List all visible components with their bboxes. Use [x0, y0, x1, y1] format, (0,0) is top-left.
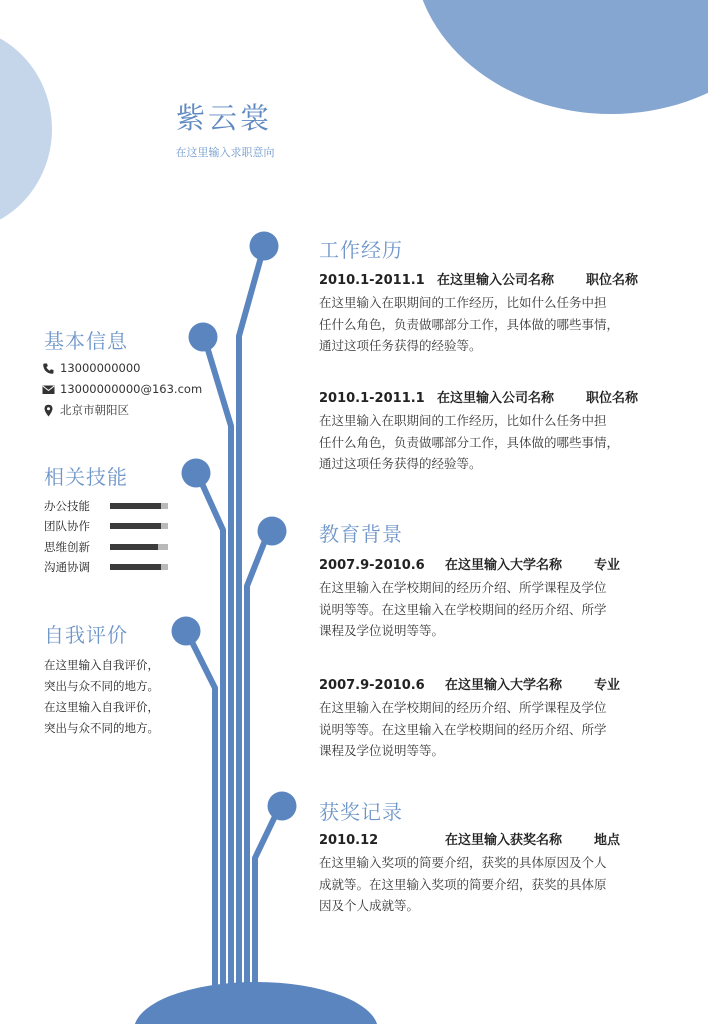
tree-node-education [258, 517, 287, 546]
education-entry-header [319, 674, 620, 693]
work-position: 职位名称 [586, 273, 639, 288]
tree-branch-work [239, 250, 263, 1000]
skill-bar-fill [110, 564, 161, 570]
contact-phone [42, 361, 140, 375]
work-desc-line: 任什么角色，负责做哪部分工作，具体做的哪些事情， [319, 316, 620, 332]
work-title: 工作经历 [319, 238, 403, 262]
education-desc-line: 课程及学位说明等等。 [319, 743, 445, 758]
award-desc-line: 在这里输入奖项的简要介绍，获奖的具体原因及个人 [319, 855, 607, 870]
skill-label: 办公技能 [44, 499, 90, 513]
award-place: 地点 [594, 833, 621, 848]
skill-label: 思维创新 [44, 540, 90, 554]
work-entry-header [319, 269, 638, 288]
education-school: 在这里输入大学名称 [445, 558, 563, 573]
job-intent: 在这里输入求职意向 [175, 146, 275, 159]
education-entry-description [319, 577, 669, 642]
work-entry-header [319, 387, 638, 406]
award-entry-description [319, 852, 669, 917]
contact-location [42, 402, 129, 418]
work-desc-line: 在这里输入在职期间的工作经历，比如什么任务中担 [319, 413, 607, 428]
work-position: 职位名称 [586, 391, 639, 406]
email-address: 13000000000@163.com [60, 382, 203, 396]
skill-bar-fill [110, 523, 161, 529]
education-date: 2007.9-2010.6 [319, 558, 425, 573]
self-eval-line: 在这里输入自我评价， [44, 658, 159, 672]
education-title: 教育背景 [319, 522, 403, 546]
award-entry-header [319, 829, 620, 848]
work-desc-line: 任什么角色，负责做哪部分工作，具体做的哪些事情， [319, 434, 620, 450]
education-entry-header [319, 554, 620, 573]
self-eval-line: 在这里输入自我评价， [44, 700, 159, 714]
skill-bar [110, 564, 168, 570]
education-desc-line: 说明等等。在这里输入在学校期间的经历介绍、所学 [319, 721, 607, 737]
education-date: 2007.9-2010.6 [319, 678, 425, 693]
education-desc-line: 课程及学位说明等等。 [319, 623, 445, 638]
self-eval-title: 自我评价 [44, 623, 128, 647]
self-eval-line: 突出与众不同的地方。 [44, 679, 159, 693]
award-desc-line: 因及个人成就等。 [319, 898, 420, 913]
award-desc-line: 成就等。在这里输入奖项的简要介绍，获奖的具体原 [319, 876, 607, 892]
skill-bar [110, 523, 168, 529]
skill-label: 沟通协调 [44, 560, 90, 574]
work-date: 2010.1-2011.1 [319, 391, 425, 406]
work-desc-line: 通过这项任务获得的经验等。 [319, 456, 482, 471]
education-school: 在这里输入大学名称 [445, 678, 563, 693]
skill-label: 团队协作 [44, 519, 90, 533]
award-name: 在这里输入获奖名称 [445, 833, 563, 848]
self-eval-line: 突出与众不同的地方。 [44, 721, 159, 735]
skills-title: 相关技能 [44, 465, 128, 489]
basic-info-title: 基本信息 [44, 329, 128, 353]
contact-email [42, 382, 202, 396]
skill-bar-fill [110, 503, 161, 509]
skill-bar-fill [110, 544, 158, 550]
work-entry-description [319, 410, 669, 475]
work-desc-line: 在这里输入在职期间的工作经历，比如什么任务中担 [319, 295, 607, 310]
education-major: 专业 [594, 558, 621, 573]
phone-icon [42, 362, 55, 375]
envelope-icon [42, 383, 55, 396]
skill-bar [110, 503, 168, 509]
education-desc-line: 说明等等。在这里输入在学校期间的经历介绍、所学 [319, 601, 607, 617]
education-entry-description [319, 697, 669, 762]
work-entry-description [319, 292, 669, 357]
award-date: 2010.12 [319, 833, 379, 848]
education-desc-line: 在这里输入在学校期间的经历介绍、所学课程及学位 [319, 700, 607, 715]
location-text: 北京市朝阳区 [60, 403, 129, 417]
tree-branch-awards [255, 808, 279, 1000]
work-company: 在这里输入公司名称 [437, 391, 555, 406]
phone-number: 13000000000 [60, 361, 141, 375]
self-eval-text [44, 655, 194, 739]
tree-node-awards [268, 792, 297, 821]
awards-title: 获奖记录 [319, 800, 403, 824]
tree-node-work [250, 232, 279, 261]
skill-bar [110, 544, 168, 550]
tree-node-basic-info [189, 323, 218, 352]
education-major: 专业 [594, 678, 621, 693]
work-date: 2010.1-2011.1 [319, 273, 425, 288]
work-company: 在这里输入公司名称 [437, 273, 555, 288]
work-desc-line: 通过这项任务获得的经验等。 [319, 338, 482, 353]
tree-node-self-eval [172, 617, 201, 646]
map-pin-icon [42, 404, 55, 417]
tree-branch-skills [199, 477, 223, 1000]
candidate-name: 紫云裳 [175, 101, 272, 135]
education-desc-line: 在这里输入在学校期间的经历介绍、所学课程及学位 [319, 580, 607, 595]
tree-node-skills [182, 459, 211, 488]
